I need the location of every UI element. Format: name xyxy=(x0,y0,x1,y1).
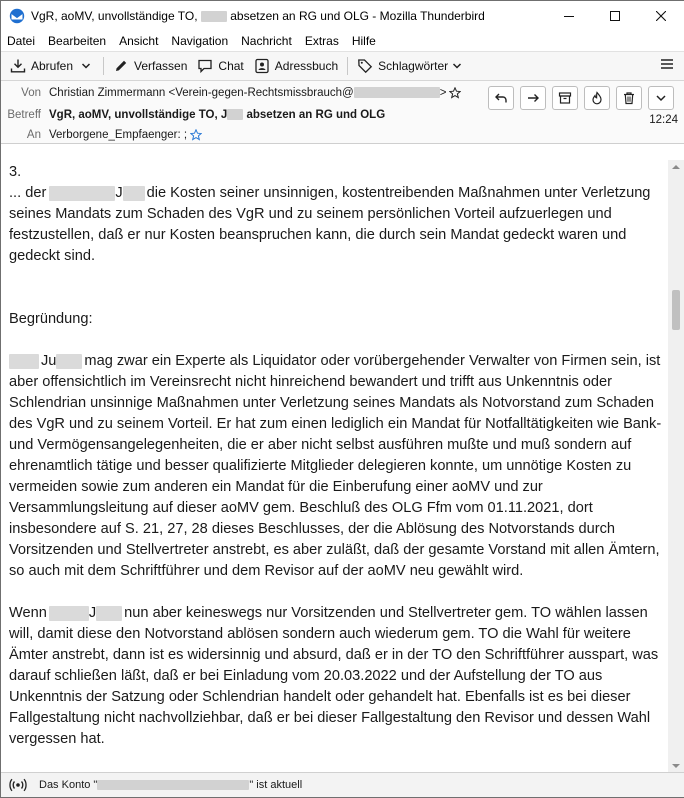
abrufen-label: Abrufen xyxy=(31,59,74,73)
menu-datei[interactable]: Datei xyxy=(7,34,36,48)
scrollbar-thumb[interactable] xyxy=(672,290,680,330)
vertical-scrollbar[interactable] xyxy=(668,160,684,773)
subject-label: Betreff xyxy=(7,109,41,121)
to-row xyxy=(1,125,202,145)
menu-nachricht[interactable]: Nachricht xyxy=(241,34,292,48)
status-bar xyxy=(1,772,684,797)
archive-icon xyxy=(558,91,572,105)
redacted-text xyxy=(201,11,227,22)
toolbar-divider xyxy=(103,57,104,75)
close-button[interactable] xyxy=(638,1,684,31)
from-value[interactable]: Christian Zimmermann <Verein-gegen-Rechtsmissbrauch@ > xyxy=(49,87,447,99)
pencil-icon xyxy=(113,58,129,74)
chevron-down-icon xyxy=(655,92,667,104)
app-menu-button[interactable] xyxy=(660,57,674,74)
schlagwoerter-label: Schlagwörter xyxy=(378,59,449,73)
scroll-down-arrow-icon[interactable] xyxy=(672,764,680,768)
reply-icon xyxy=(494,91,508,105)
maximize-icon xyxy=(610,11,620,21)
verfassen-label: Verfassen xyxy=(134,59,188,73)
chat-bubble-icon xyxy=(197,58,213,74)
menu-extras[interactable]: Extras xyxy=(304,34,339,48)
adressbuch-label: Adressbuch xyxy=(274,59,339,73)
redacted-text xyxy=(49,606,89,621)
trash-icon xyxy=(622,91,636,105)
reply-button[interactable] xyxy=(488,86,514,110)
abrufen-dropdown[interactable] xyxy=(78,54,99,78)
subject-value: VgR, aoMV, unvollständige TO, J absetzen an RG und OLG xyxy=(49,109,386,121)
more-actions-button[interactable] xyxy=(648,86,674,110)
from-row xyxy=(1,83,461,103)
redacted-text xyxy=(9,354,39,369)
menu-bearbeiten[interactable]: Bearbeiten xyxy=(48,34,107,48)
flame-icon xyxy=(590,91,604,105)
menu-navigation[interactable]: Navigation xyxy=(171,34,229,48)
main-toolbar xyxy=(1,51,684,81)
subject-row xyxy=(1,105,385,125)
redacted-text xyxy=(56,354,82,369)
adressbuch-button[interactable] xyxy=(249,54,343,78)
redacted-text xyxy=(49,186,115,201)
minimize-button[interactable] xyxy=(546,1,592,31)
star-icon[interactable] xyxy=(449,87,461,99)
title-bar xyxy=(1,1,684,31)
toolbar-divider xyxy=(347,57,348,75)
redacted-text xyxy=(227,109,243,120)
menu-hilfe[interactable]: Hilfe xyxy=(351,34,376,48)
verfassen-button[interactable] xyxy=(108,54,192,78)
message-action-buttons xyxy=(482,86,674,110)
minimize-icon xyxy=(564,11,574,21)
message-body-text: 3. ... der J die Kosten seiner unsinnigen, kostentreibenden Maßnahmen unter Verletzung seines Mandats zum Schaden des VgR und zu seinem persönlichen Vorteil aufzuerlegen und festzustellen, daß er nur Kosten beanspruchen kann, die durch sein Mandat gedeckt waren und gedeckt sind. Begründung: Ju mag zwar ein Experte als Liquidator oder vorübergehender Verwalter von Firmen sein, ist aber offensichtlich im Vereinsrecht nicht hinreichend bewandert und trifft aus Unkenntnis oder Schlendrian unsinnige Maßnahmen unter Verletzung seines Mandats als Notvorstand zum Schaden des VgR und zu seinem Vorteil. Er hat zum einen lediglich ein Mandat für Notfalltätigkeiten wie Bank- und Vermögensangelegenheiten, die er aber nicht selbst ausführen mußte und muß sondern auf ehrenamtlich tätige und besser qualifizierte Mitglieder delegieren konnte, um unnötige Kosten zu vermeiden sowie zum anderen ein Mandat für die Einberufung einer aoMV und zur Versammlungsleitung auf dieser aoMV gem. Beschluß des OLG Ffm vom 01.11.2021, dort insbesondere auf S. 21, 27, 28 dieses Beschlusses, der die Ablösung des Notvorstands durch Vorsitzenden und Stellvertreter anstrebt, es aber zuläßt, daß der gesamte Vorstand mit allen Ämtern, so auch mit dem Schriftführer und dem Revisor auf der aoMV neu gewählt wird. Wenn J nun aber keineswegs nur Vorsitzenden und Stellvertreter gem. TO wählen lassen will, damit diese den Notvorstand ablösen sondern auch wiederum gem. TO die Wahl für weitere Ämter anstrebt, dann ist es widersinnig und absurd, daß er in der TO den Schriftführer ausspart, was darauf schließen läßt, daß er bei Einladung vom 20.03.2022 und der Aufstellung der TO aus Unkenntnis der Satzung oder Schlendrian handelt oder gehandelt hat. Ebenfalls ist es bei dieser Fallgestaltung nicht nachvollziehbar, daß er bei dieser Fallgestaltung den Revisor und dessen Wahl vergessen hat. xyxy=(9,164,666,747)
delete-button[interactable] xyxy=(616,86,642,110)
scroll-up-arrow-icon[interactable] xyxy=(672,165,680,169)
online-status-icon[interactable] xyxy=(9,778,27,792)
chevron-down-icon xyxy=(452,61,462,71)
archive-button[interactable] xyxy=(552,86,578,110)
download-icon xyxy=(10,58,26,74)
forward-button[interactable] xyxy=(520,86,546,110)
schlagwoerter-button[interactable] xyxy=(352,54,467,78)
status-text: Das Konto " " ist aktuell xyxy=(39,779,303,791)
redacted-text xyxy=(97,780,249,790)
message-body xyxy=(1,160,668,773)
menu-ansicht[interactable]: Ansicht xyxy=(119,34,159,48)
forward-arrow-icon xyxy=(526,91,540,105)
junk-button[interactable] xyxy=(584,86,610,110)
to-label: An xyxy=(26,129,41,141)
window-title: VgR, aoMV, unvollständige TO, absetzen an RG und OLG - Mozilla Thunderbird xyxy=(31,9,485,23)
abrufen-button[interactable] xyxy=(5,54,78,78)
hamburger-menu-icon xyxy=(660,57,674,71)
to-value[interactable]: Verborgene_Empfaenger: ; xyxy=(49,129,188,141)
address-book-icon xyxy=(254,58,270,74)
tag-icon xyxy=(357,58,373,74)
chevron-down-icon xyxy=(81,61,91,71)
chat-button[interactable] xyxy=(192,54,248,78)
maximize-button[interactable] xyxy=(592,1,638,31)
redacted-text xyxy=(123,186,145,201)
menu-bar xyxy=(1,31,684,51)
thunderbird-app-icon xyxy=(9,8,25,24)
close-icon xyxy=(656,11,666,21)
redacted-text xyxy=(354,87,440,98)
redacted-text xyxy=(96,606,122,621)
message-time: 12:24 xyxy=(649,114,678,126)
star-icon[interactable] xyxy=(190,129,202,141)
chat-label: Chat xyxy=(218,59,244,73)
from-label: Von xyxy=(21,87,41,99)
message-header-pane xyxy=(1,81,684,144)
